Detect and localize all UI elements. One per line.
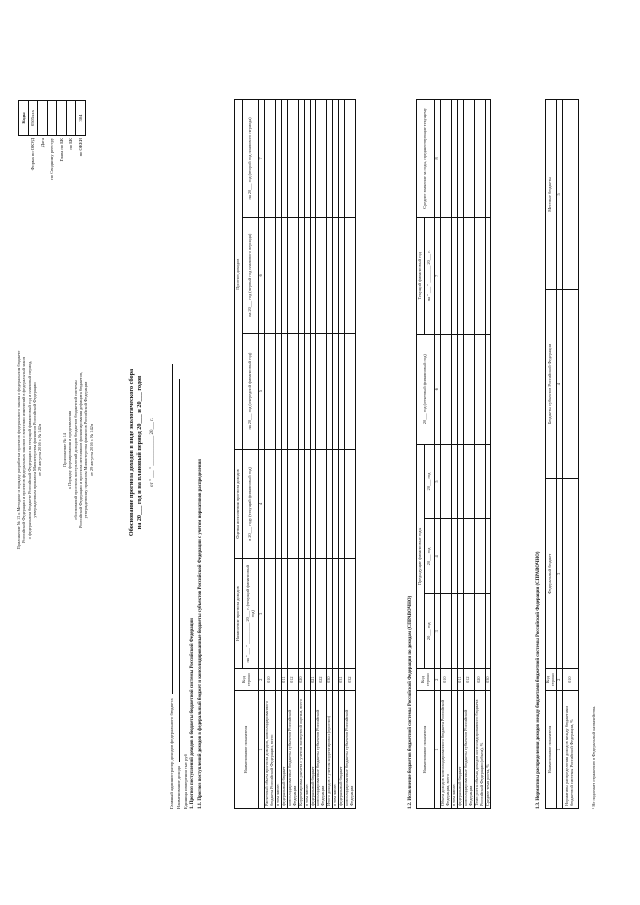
col-header-accrued: Начисление прогноза доходов [235, 559, 243, 669]
title-line-1: Обоснование прогноза доходов в виде экологического сбора [128, 368, 135, 537]
appendix2-line: утвержденному приказом Министерства финансов Российской Федерации [83, 381, 89, 519]
appendix-line: утвержденным приказом Министерства финансов Российской Федерации [32, 382, 38, 518]
appendix-line: о федеральном бюджете Российской Федерации на текущий финансовый год и плановый период, [26, 360, 32, 540]
row-name: Темп роста объема доходов консолидированного бюджета Российской Федерации (объем), % [474, 691, 485, 809]
table-row [441, 100, 452, 809]
col-num: 8 [435, 100, 441, 218]
appendix2-line: Приложение № 14 [62, 433, 67, 467]
row-name: Расчетный объем прогноза доходов, консолидированного бюджета Российской Федерации, всего [265, 691, 276, 809]
codes-label: Глава по БК [58, 138, 64, 162]
row-name: в том числе: [275, 691, 281, 809]
col-header-current-sub: на " ___ " ________ 20___ г. [425, 217, 435, 334]
section12-title: 1.2. Исполнение бюджетов бюджетной системы Российской Федерации по доходам (СПРАВОЧНО) [408, 595, 413, 809]
income-name-label: Наименование дохода [176, 766, 182, 809]
col-header-name: Наименование показателя [235, 691, 259, 809]
col-num: 7 [259, 100, 265, 218]
codes-header: Коды [19, 101, 29, 136]
row-code: 020 [298, 669, 304, 691]
row-name: Корректировка расчета с учетом экспертной оценки, всего [298, 691, 304, 809]
col-num: 1 [259, 691, 265, 809]
col-header-avg: Среднее значение за годы, предшествующие текущему [417, 100, 435, 218]
col-header-f2: на 20___ год (первый год планового периода) [243, 217, 259, 333]
appendix2-line: к Порядку формирования и представления [67, 410, 73, 490]
col-header-code: Код строки [417, 669, 435, 691]
table-row [474, 100, 485, 809]
table-row [485, 100, 491, 809]
col-num: 3 [259, 559, 265, 669]
section11-title: 1.1. Прогноз поступлений доходов в федеральный бюджет и консолидированные бюджеты субъектов Российской Федерации с учетом нормативов распределения [197, 459, 203, 809]
codes-label: Форма по ОКУД [30, 138, 36, 171]
appendix2-line: Российской Федерации и прогноза источников финансирования дефицита бюджетов, [78, 371, 84, 529]
col-header-y1: 20___ год [425, 594, 435, 669]
distribution-table [545, 99, 579, 809]
col-header-name: Наименование показателя [417, 691, 435, 809]
table-row [562, 100, 578, 809]
col-num: 5 [259, 333, 265, 449]
codes-label: по Сводному реестру [49, 138, 55, 180]
appendix2-line: обоснований прогноза поступлений доходов бюджетов бюджетной системы [72, 380, 78, 520]
row-code: 021 [310, 669, 316, 691]
col-header-current: Текущий финансовый год [417, 217, 425, 334]
appendix-note-2 [62, 300, 94, 600]
row-name: консолидированные бюджеты субъектов Российской Федерации [316, 691, 327, 809]
col-num: 2 [259, 669, 265, 691]
col-header-forecast: Прогноз доходов [235, 100, 243, 450]
row-code: 032 [345, 669, 356, 691]
col-header-local: Местные бюджеты [546, 100, 557, 290]
row-name: федеральный бюджет [310, 691, 316, 809]
row-code: 012 [463, 669, 474, 691]
col-num: 4 [259, 449, 265, 559]
codes-block [18, 100, 86, 230]
codes-value [57, 101, 67, 136]
document-meta [168, 309, 204, 809]
row-code: 010 [562, 669, 578, 691]
row-code: 010 [441, 669, 452, 691]
row-code: 030 [327, 669, 333, 691]
col-header-report: 20___ год (отчетный финансовый год) [417, 334, 435, 444]
execution-table [416, 99, 491, 809]
admin-label: Главный администратор доходов федерального бюджета [169, 698, 174, 809]
col-header-code: Код строки [546, 669, 557, 691]
footnote: ¹ Не подлежит отражению в Федеральный казначейства. [591, 706, 596, 809]
col-num: 3 [435, 594, 441, 669]
appendix-line: Российской Федерации и проектов федеральных законов о внесении изменений в федеральный закон [21, 357, 27, 543]
table-row [287, 100, 298, 809]
codes-value [66, 101, 76, 136]
codes-label: по ОКЕИ [77, 138, 83, 157]
row-code: 011 [457, 669, 463, 691]
row-name: консолидированные бюджеты субъектов Российской Федерации [463, 691, 474, 809]
appendix2-line: от 29 августа 2016 г. № 142н [88, 423, 94, 477]
row-code: 011 [281, 669, 287, 691]
col-header-code: Код строки [235, 669, 259, 691]
appendix-note [16, 300, 43, 600]
col-header-estimate-sub: в 20___ году (текущий финансовый год) [243, 449, 259, 559]
row-name: федеральный бюджет [339, 691, 345, 809]
col-num: 5 [556, 100, 562, 290]
title-line-2: на 20___ год и на плановый период 20___ и 20___ годов [136, 375, 144, 530]
row-name: консолидированные бюджеты субъектов Российской Федерации [287, 691, 298, 809]
col-header-name: Наименование показателя [546, 691, 557, 809]
col-num: 5 [435, 444, 441, 519]
unit-value: тыс руб [183, 754, 189, 770]
row-name: федеральный бюджет [457, 691, 463, 809]
col-header-estimate: Оценка исполнения прогноза доходов [235, 449, 243, 559]
row-name: в том числе: [304, 691, 310, 809]
row-code: 020 [474, 669, 485, 691]
col-num: 2 [435, 669, 441, 691]
row-name: Итого доходов с учетом корректировки (прогноз) [327, 691, 333, 809]
col-header-regional: Бюджеты субъектов Российской Федерации [546, 289, 557, 479]
row-code: 010 [265, 669, 276, 691]
table-row [316, 100, 327, 809]
row-name: в том числе: [333, 691, 339, 809]
col-header-f3: на 20___ год (второй год планового периода) [243, 100, 259, 218]
col-num: 1 [556, 691, 562, 809]
col-header-f1: на 20___ год (очередной финансовый год) [243, 333, 259, 449]
row-code: 012 [287, 669, 298, 691]
codes-value [47, 101, 57, 136]
codes-label: по БК [68, 138, 74, 150]
section13-title: 1.3. Нормативы распределения доходов между бюджетами бюджетной системы Российской Федерации (СПРАВОЧНО) [536, 551, 541, 809]
col-num: 1 [435, 691, 441, 809]
table-row [463, 100, 474, 809]
appendix-line: Приложение № 13 к Методике и порядку разработки проектов федерального закона о федеральном бюджете [16, 350, 21, 550]
col-header-prev: Предыдущие финансовые годы [417, 444, 425, 669]
row-name: Нормативы распределения доходов между бюджетами бюджетной системы Российской Федерации, % [562, 691, 578, 809]
col-num: 4 [556, 289, 562, 479]
row-code: 022 [316, 669, 327, 691]
document-title [128, 0, 144, 905]
appendix-line: от 29 августа 2016 г. № 142н [37, 423, 43, 477]
unit-label: Единица измерения [183, 770, 189, 809]
table-row [345, 100, 356, 809]
col-num: 6 [435, 334, 441, 444]
col-num: 3 [556, 479, 562, 669]
col-num: 6 [259, 217, 265, 333]
document-date-line: от " ___ " ____________ 20___ г. [150, 418, 155, 487]
col-header-y3: 20___ год [425, 444, 435, 519]
row-name: в том числе: [451, 691, 457, 809]
table-row [265, 100, 276, 809]
col-num: 2 [556, 669, 562, 691]
codes-value: 0505xxx [28, 101, 38, 136]
col-header-accrued-sub: на " ___ " __________ 20___ г. (текущий финансовый год) [243, 559, 259, 669]
row-name: Среднее темп роста, % [485, 691, 491, 809]
row-code: 030 [485, 669, 491, 691]
col-num: 7 [435, 217, 441, 334]
col-num: 4 [435, 519, 441, 594]
row-name: Объем доходов консолидированного бюджета Российской Федерации, всего [441, 691, 452, 809]
forecast-table [234, 99, 356, 809]
col-header-federal: Федеральный бюджет [546, 479, 557, 669]
codes-label: Дата [39, 138, 45, 148]
col-header-y2: 20___ год [425, 519, 435, 594]
section1-title: 1. Прогноз поступлений доходов в бюджеты бюджетной системы Российской Федерации [190, 618, 196, 809]
codes-value [38, 101, 48, 136]
row-name: консолидированные бюджеты субъектов Российской Федерации [345, 691, 356, 809]
row-name: федеральный бюджет [281, 691, 287, 809]
codes-value: 384 [76, 101, 86, 136]
row-code: 031 [339, 669, 345, 691]
